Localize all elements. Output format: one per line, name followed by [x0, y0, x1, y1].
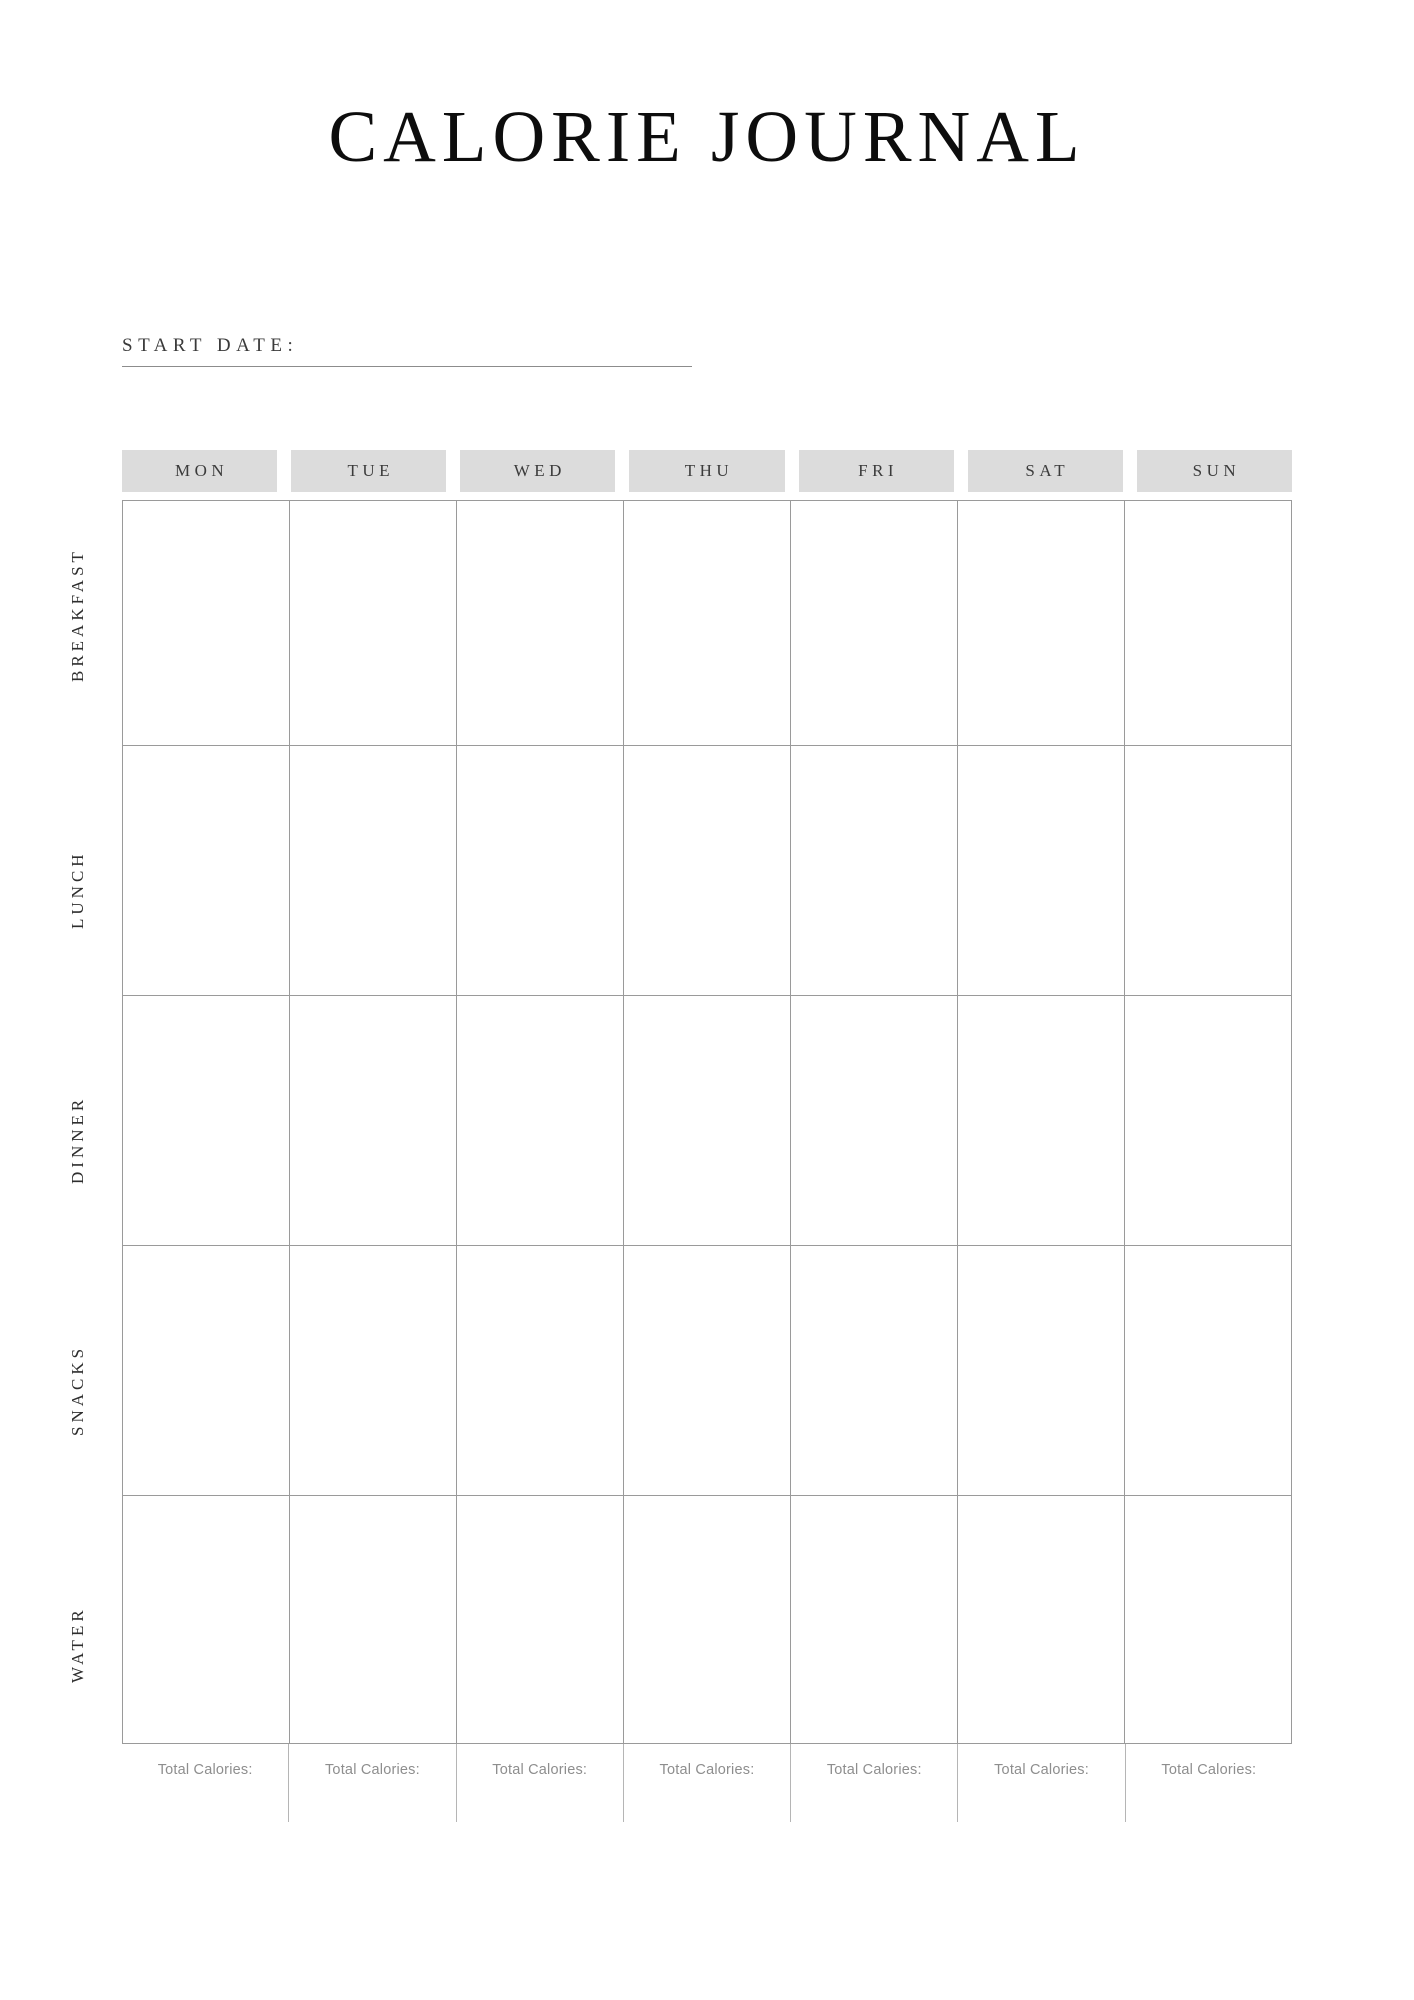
row-label-snacks: SNACKS — [68, 1344, 87, 1436]
grid-wrapper — [68, 500, 1292, 1822]
cell-lunch-sat[interactable] — [958, 746, 1125, 996]
row-label-breakfast: BREAKFAST — [68, 548, 87, 682]
day-header-fri: FRI — [799, 450, 954, 492]
row-label-dinner: DINNER — [68, 1095, 87, 1185]
table-row — [123, 501, 1292, 746]
total-calories-label: Total Calories: — [157, 1762, 253, 1778]
cell-water-wed[interactable] — [457, 1496, 624, 1744]
cell-lunch-wed[interactable] — [457, 746, 624, 996]
calorie-journal-table — [68, 450, 1292, 1822]
day-header-wed: WED — [460, 450, 615, 492]
cell-snacks-fri[interactable] — [791, 1246, 958, 1496]
table-row — [123, 746, 1292, 996]
total-calories-label: Total Calories: — [492, 1762, 588, 1778]
meal-grid — [122, 500, 1292, 1744]
cell-breakfast-tue[interactable] — [290, 501, 457, 746]
cell-breakfast-sat[interactable] — [958, 501, 1125, 746]
day-header-mon: MON — [122, 450, 277, 492]
cell-lunch-sun[interactable] — [1125, 746, 1292, 996]
cell-dinner-fri[interactable] — [791, 996, 958, 1246]
day-header-row — [122, 450, 1292, 492]
total-calories-label: Total Calories: — [324, 1762, 420, 1778]
cell-dinner-sun[interactable] — [1125, 996, 1292, 1246]
total-calories-label: Total Calories: — [994, 1762, 1089, 1778]
page-title: CALORIE JOURNAL — [328, 96, 1086, 177]
cell-breakfast-sun[interactable] — [1125, 501, 1292, 746]
total-calories-fri[interactable] — [791, 1744, 958, 1822]
day-header-thu: THU — [629, 450, 784, 492]
cell-water-thu[interactable] — [624, 1496, 791, 1744]
cell-snacks-mon[interactable] — [123, 1246, 290, 1496]
cell-lunch-mon[interactable] — [123, 746, 290, 996]
total-calories-wed[interactable] — [457, 1744, 624, 1822]
cell-snacks-sat[interactable] — [958, 1246, 1125, 1496]
cell-breakfast-fri[interactable] — [791, 501, 958, 746]
total-calories-sun[interactable] — [1126, 1744, 1292, 1822]
start-date-field[interactable] — [122, 335, 692, 367]
start-date-writing-line[interactable] — [122, 366, 692, 367]
cell-dinner-wed[interactable] — [457, 996, 624, 1246]
cell-water-mon[interactable] — [123, 1496, 290, 1744]
cell-breakfast-wed[interactable] — [457, 501, 624, 746]
cell-dinner-sat[interactable] — [958, 996, 1125, 1246]
cell-lunch-fri[interactable] — [791, 746, 958, 996]
table-row — [123, 1246, 1292, 1496]
cell-breakfast-thu[interactable] — [624, 501, 791, 746]
cell-water-tue[interactable] — [290, 1496, 457, 1744]
cell-water-sat[interactable] — [958, 1496, 1125, 1744]
cell-lunch-tue[interactable] — [290, 746, 457, 996]
total-calories-label: Total Calories: — [826, 1762, 922, 1778]
day-header-sun: SUN — [1137, 450, 1292, 492]
day-header-tue: TUE — [291, 450, 446, 492]
total-calories-sat[interactable] — [958, 1744, 1125, 1822]
start-date-label: START DATE: — [122, 335, 299, 356]
cell-dinner-thu[interactable] — [624, 996, 791, 1246]
table-row — [123, 996, 1292, 1246]
cell-snacks-wed[interactable] — [457, 1246, 624, 1496]
row-label-water: WATER — [68, 1606, 87, 1684]
total-calories-label: Total Calories: — [659, 1762, 755, 1778]
total-calories-label: Total Calories: — [1161, 1762, 1257, 1778]
totals-row — [122, 1744, 1292, 1822]
total-calories-tue[interactable] — [289, 1744, 456, 1822]
row-label-lunch: LUNCH — [68, 850, 87, 930]
cell-snacks-thu[interactable] — [624, 1246, 791, 1496]
cell-dinner-tue[interactable] — [290, 996, 457, 1246]
day-header-sat: SAT — [968, 450, 1123, 492]
total-calories-mon[interactable] — [122, 1744, 289, 1822]
cell-breakfast-mon[interactable] — [123, 501, 290, 746]
cell-dinner-mon[interactable] — [123, 996, 290, 1246]
cell-water-fri[interactable] — [791, 1496, 958, 1744]
cell-lunch-thu[interactable] — [624, 746, 791, 996]
total-calories-thu[interactable] — [624, 1744, 791, 1822]
cell-water-sun[interactable] — [1125, 1496, 1292, 1744]
cell-snacks-tue[interactable] — [290, 1246, 457, 1496]
table-row — [123, 1496, 1292, 1744]
cell-snacks-sun[interactable] — [1125, 1246, 1292, 1496]
